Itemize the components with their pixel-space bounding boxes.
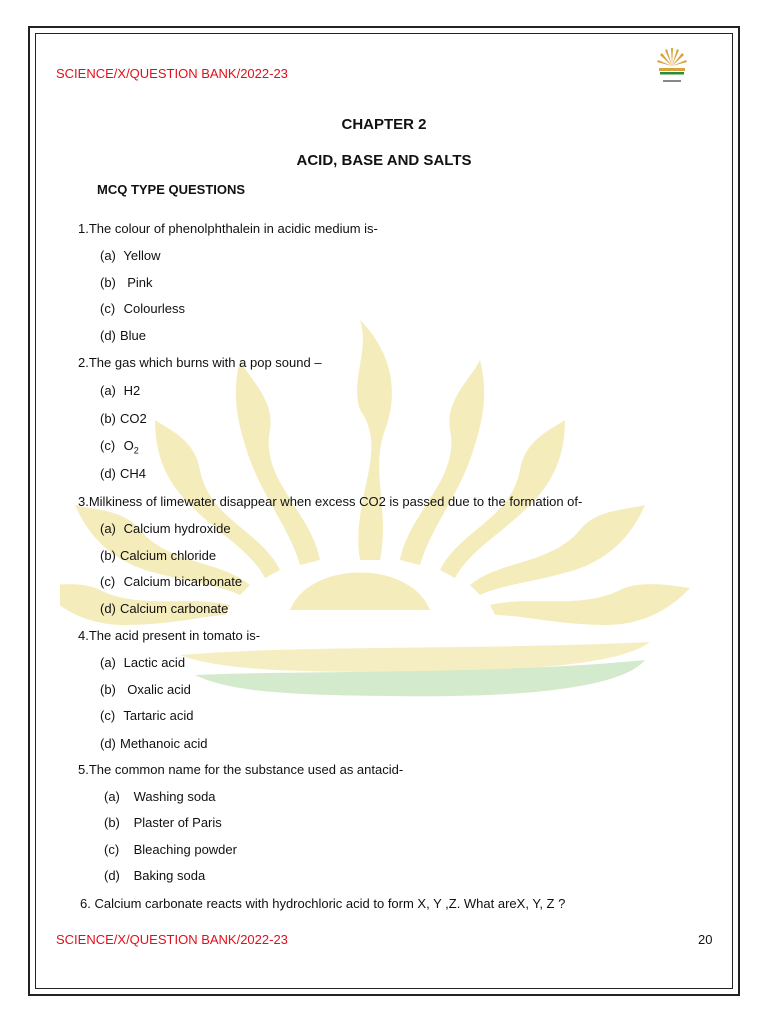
option: (d) Baking soda <box>104 868 206 883</box>
option: (c) $O_2$ <box>100 438 139 456</box>
option: (c) Calcium bicarbonate <box>100 574 243 589</box>
option: (b) Oxalic acid <box>100 682 191 697</box>
kv-logo-icon <box>655 44 689 88</box>
option: (d) CH4 <box>100 466 147 481</box>
option: (b) Calcium chloride <box>100 548 217 563</box>
page-number: 20 <box>698 932 713 947</box>
option: (c) Tartaric acid <box>100 708 194 723</box>
question-3: 3.Milkiness of limewater disappear when excess CO2 is passed due to the formation of- <box>78 494 583 509</box>
option: (a) Lactic acid <box>100 655 186 670</box>
option: (a) Yellow <box>100 248 161 263</box>
question-2: 2.The gas which burns with a pop sound – <box>78 355 322 370</box>
option: (a) Washing soda <box>104 789 216 804</box>
option: (b) Plaster of Paris <box>104 815 222 830</box>
option: (d) Blue <box>100 328 147 343</box>
option: (d) Calcium carbonate <box>100 601 229 616</box>
chapter-title: ACID, BASE AND SALTS <box>296 152 472 169</box>
header-text: SCIENCE/X/QUESTION BANK/2022-23 <box>56 66 288 81</box>
question-6: 6. Calcium carbonate reacts with hydrochloric acid to form X, Y ,Z. What areX, Y, Z ? <box>80 896 566 911</box>
option: (d) Methanoic acid <box>100 736 208 751</box>
section-title: MCQ TYPE QUESTIONS <box>97 182 246 197</box>
option: (a) Calcium hydroxide <box>100 521 231 536</box>
question-4: 4.The acid present in tomato is- <box>78 628 261 643</box>
option: (c) Bleaching powder <box>104 842 237 857</box>
option: (b) Pink <box>100 275 153 290</box>
question-5: 5.The common name for the substance used as antacid- <box>78 762 404 777</box>
footer-text: SCIENCE/X/QUESTION BANK/2022-23 <box>56 932 288 947</box>
chapter-number: CHAPTER 2 <box>341 116 427 133</box>
option: (c) Colourless <box>100 301 186 316</box>
option: (a) H2 <box>100 383 141 398</box>
option: (b) CO2 <box>100 411 147 426</box>
question-1: 1.The colour of phenolphthalein in acidic medium is- <box>78 221 378 236</box>
